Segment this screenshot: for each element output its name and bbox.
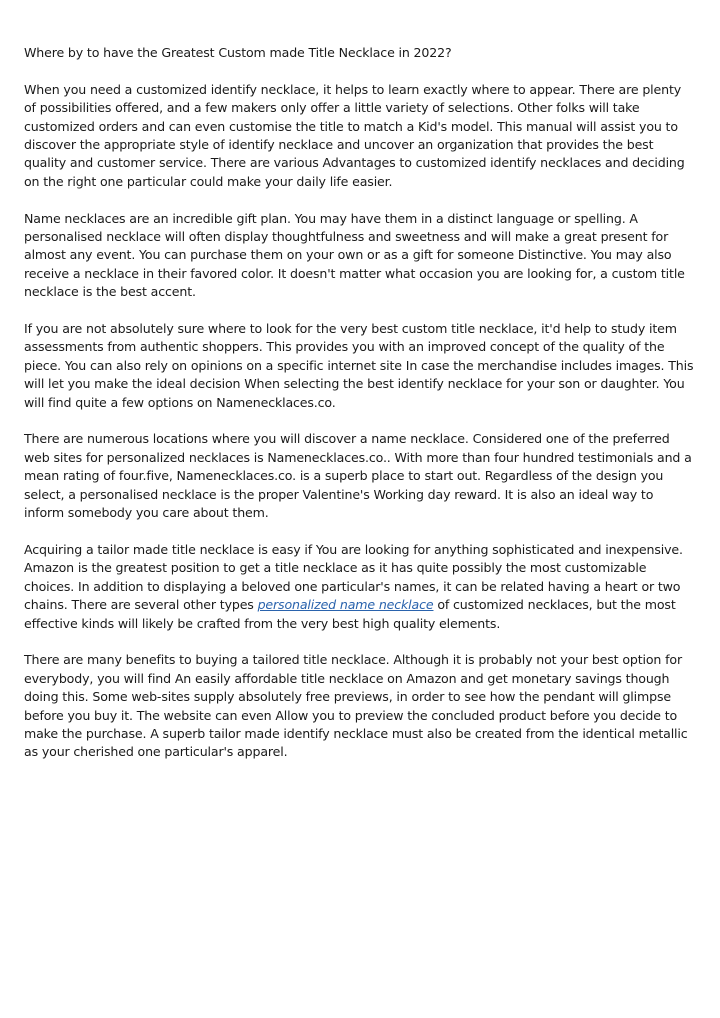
document-title: Where by to have the Greatest Custom made Title Necklace in 2022? (24, 45, 452, 60)
personalized-name-necklace-link[interactable]: personalized name necklace (257, 597, 434, 613)
paragraph-5-text-before: Acquiring a tailor made title necklace is easy if You are looking for anything sophisticated and inexpensive. Amazon is the greatest position to get a title necklace as it has quite possibly the most customizable choices. In addition to displaying a beloved one particular's names, it can be related having a heart or two chains. There are several other types (24, 541, 683, 613)
paragraph-1: When you need a customized identify necklace, it helps to learn exactly where to appear. There are plenty of possibilities offered, and a few makers only offer a little variety of selections. Other folks will take customized orders and can even customise the title to match a Kid's model. This manual will assist you to discover the appropriate style of identify necklace and uncover an organization that provides the best quality and customer service. There are various Advantages to customized identify necklaces and deciding on the right one particular could make your daily life easier. (24, 81, 685, 189)
paragraph-2: Name necklaces are an incredible gift plan. You may have them in a distinct language or spelling. A personalised necklace will often display thoughtfulness and sweetness and will make a great present for almost any event. You can purchase them on your own or as a gift for someone Distinctive. You may also receive a necklace in their favored color. It doesn't matter what occasion you are looking for, a custom title necklace is the best accent. (24, 210, 685, 300)
document-page (24, 44, 696, 780)
paragraph-5-text-after: of customized necklaces, but the most effective kinds will likely be crafted from the very best high quality elements. (24, 597, 676, 631)
paragraph-6: There are many benefits to buying a tailored title necklace. Although it is probably not your best option for everybody, you will find An easily affordable title necklace on Amazon and get monetary savings though doing this. Some web-sites supply absolutely free previews, in order to see how the pendant will glimpse before you buy it. The website can even Allow you to preview the concluded product before you decide to make the purchase. A superb tailor made identify necklace must also be created from the identical metallic as your cherished one particular's apparel. (24, 652, 688, 760)
paragraph-3: If you are not absolutely sure where to look for the very best custom title necklace, it'd help to study item assessments from authentic shoppers. This provides you with an improved concept of the quality of the piece. You can also rely on opinions on a specific internet site In case the merchandise includes images. This will let you make the ideal decision When selecting the best identify necklace for your son or daughter. You will find quite a few options on Namenecklaces.co. (24, 321, 694, 410)
paragraph-5 (24, 541, 696, 633)
paragraph-4: There are numerous locations where you will discover a name necklace. Considered one of the preferred web sites for personalized necklaces is Namenecklaces.co.. With more than four hundred testimonials and a mean rating of four.five, Namenecklaces.co. is a superb place to start out. Regardless of the design you select, a personalised necklace is the proper Valentine's Working day reward. It is also an ideal way to inform somebody you care about them. (24, 431, 692, 521)
